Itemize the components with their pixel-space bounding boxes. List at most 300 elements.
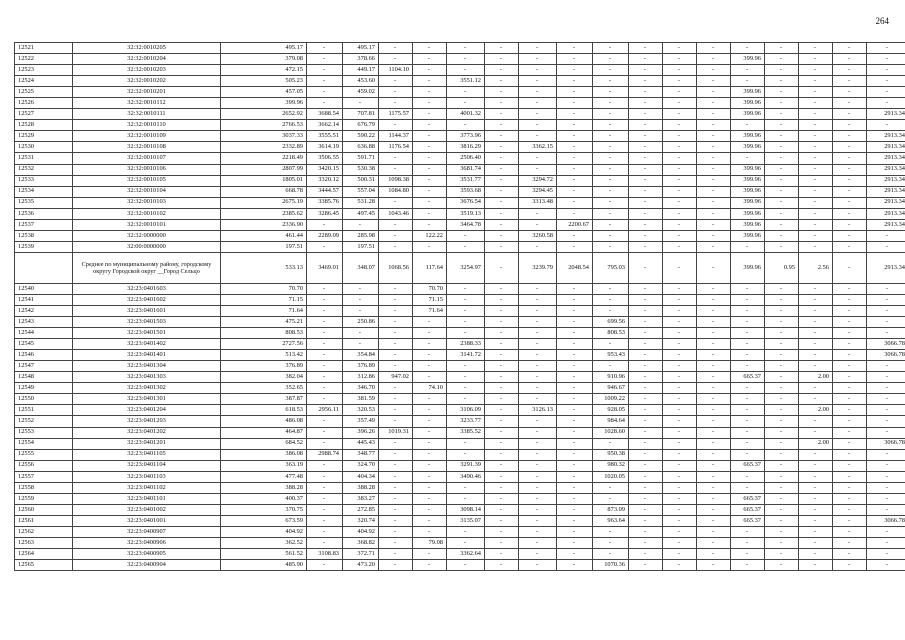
value-cell: 370.75	[221, 504, 307, 515]
value-cell: -	[593, 241, 629, 252]
table-row	[15, 109, 905, 120]
value-cell: -	[697, 493, 731, 504]
value-cell: -	[307, 493, 343, 504]
value-cell: -	[765, 186, 799, 197]
value-cell: -	[663, 416, 697, 427]
value-cell: 399.96	[731, 142, 765, 153]
value-cell: 3066.78	[867, 515, 905, 526]
value-cell: -	[731, 328, 765, 339]
value-cell: -	[307, 350, 343, 361]
value-cell: -	[697, 317, 731, 328]
value-cell: -	[765, 449, 799, 460]
value-cell: 399.96	[731, 175, 765, 186]
value-cell: -	[799, 208, 833, 219]
value-cell: -	[379, 197, 413, 208]
value-cell: -	[379, 305, 413, 316]
value-cell: -	[663, 515, 697, 526]
row-number-cell: 12532	[15, 164, 73, 175]
row-number-cell: 12545	[15, 339, 73, 350]
value-cell: 3676.54	[447, 197, 485, 208]
value-cell: -	[629, 427, 663, 438]
value-cell: -	[731, 549, 765, 560]
value-cell: -	[557, 164, 593, 175]
table-row	[15, 339, 905, 350]
value-cell: -	[765, 339, 799, 350]
value-cell: 3260.58	[519, 230, 557, 241]
value-cell: -	[413, 153, 447, 164]
value-cell: -	[731, 317, 765, 328]
value-cell: -	[697, 394, 731, 405]
value-cell: -	[557, 526, 593, 537]
value-cell: -	[867, 549, 905, 560]
value-cell: 400.37	[221, 493, 307, 504]
value-cell: -	[697, 219, 731, 230]
table-row	[15, 219, 905, 230]
value-cell: -	[765, 305, 799, 316]
row-number-cell: 12562	[15, 526, 73, 537]
table-row	[15, 405, 905, 416]
row-number-cell: 12530	[15, 142, 73, 153]
value-cell: -	[629, 98, 663, 109]
value-cell: -	[557, 328, 593, 339]
value-cell: -	[663, 142, 697, 153]
value-cell: -	[663, 549, 697, 560]
value-cell: -	[799, 383, 833, 394]
value-cell: -	[663, 175, 697, 186]
value-cell: 699.56	[593, 317, 629, 328]
value-cell: 3291.39	[447, 460, 485, 471]
value-cell: 388.28	[221, 482, 307, 493]
row-number-cell: 12549	[15, 383, 73, 394]
value-cell: -	[867, 416, 905, 427]
value-cell: -	[867, 372, 905, 383]
value-cell: -	[867, 504, 905, 515]
value-cell: -	[833, 294, 867, 305]
value-cell: -	[557, 317, 593, 328]
value-cell: -	[731, 120, 765, 131]
value-cell: -	[379, 549, 413, 560]
value-cell: -	[379, 339, 413, 350]
value-cell: 376.89	[221, 361, 307, 372]
value-cell: -	[629, 252, 663, 283]
value-cell: -	[557, 109, 593, 120]
value-cell: 2332.89	[221, 142, 307, 153]
value-cell: -	[413, 76, 447, 87]
value-cell: -	[731, 305, 765, 316]
value-cell: -	[519, 131, 557, 142]
value-cell: -	[447, 372, 485, 383]
value-cell: -	[765, 526, 799, 537]
table-row	[15, 54, 905, 65]
value-cell: -	[765, 120, 799, 131]
value-cell: -	[833, 120, 867, 131]
value-cell: -	[447, 537, 485, 548]
value-cell: -	[799, 515, 833, 526]
table-row	[15, 241, 905, 252]
table-row	[15, 438, 905, 449]
value-cell: -	[697, 504, 731, 515]
value-cell: -	[307, 526, 343, 537]
value-cell: -	[447, 305, 485, 316]
value-cell: -	[799, 361, 833, 372]
value-cell: -	[833, 98, 867, 109]
value-cell: -	[765, 350, 799, 361]
value-cell: -	[557, 230, 593, 241]
value-cell: -	[731, 394, 765, 405]
value-cell: -	[697, 283, 731, 294]
table-row	[15, 504, 905, 515]
value-cell: -	[485, 230, 519, 241]
value-cell: 953.43	[593, 350, 629, 361]
cadastral-number-cell: 32:32:0010106	[73, 164, 221, 175]
value-cell: -	[557, 197, 593, 208]
value-cell: -	[697, 175, 731, 186]
value-cell: 533.13	[221, 252, 307, 283]
value-cell: -	[663, 120, 697, 131]
cadastral-number-cell: 32:23:0400905	[73, 549, 221, 560]
value-cell: 376.89	[343, 361, 379, 372]
value-cell: -	[485, 283, 519, 294]
value-cell: 399.96	[731, 87, 765, 98]
value-cell: 2913.34	[867, 208, 905, 219]
value-cell: 665.37	[731, 504, 765, 515]
row-number-cell: 12557	[15, 471, 73, 482]
value-cell: -	[697, 76, 731, 87]
value-cell: -	[663, 219, 697, 230]
value-cell: 3108.83	[307, 549, 343, 560]
table-row	[15, 131, 905, 142]
value-cell: -	[629, 208, 663, 219]
value-cell: 808.53	[593, 328, 629, 339]
table-row	[15, 153, 905, 164]
value-cell: -	[731, 537, 765, 548]
value-cell: -	[663, 537, 697, 548]
value-cell: -	[557, 449, 593, 460]
value-cell: -	[379, 526, 413, 537]
row-number-cell: 12552	[15, 416, 73, 427]
value-cell: -	[413, 208, 447, 219]
value-cell: 2913.34	[867, 164, 905, 175]
value-cell: -	[663, 241, 697, 252]
value-cell: -	[519, 164, 557, 175]
value-cell: -	[765, 294, 799, 305]
value-cell: -	[833, 515, 867, 526]
value-cell: 980.32	[593, 460, 629, 471]
value-cell: -	[447, 328, 485, 339]
value-cell: 122.22	[413, 230, 447, 241]
value-cell: -	[485, 372, 519, 383]
value-cell: 2218.49	[221, 153, 307, 164]
table-row	[15, 208, 905, 219]
value-cell: -	[833, 305, 867, 316]
value-cell: 3385.52	[447, 427, 485, 438]
value-cell: -	[485, 339, 519, 350]
value-cell: -	[663, 252, 697, 283]
value-cell: 445.43	[343, 438, 379, 449]
value-cell: -	[833, 416, 867, 427]
value-cell: -	[765, 131, 799, 142]
value-cell: -	[485, 438, 519, 449]
value-cell: 399.96	[731, 252, 765, 283]
table-row	[15, 328, 905, 339]
value-cell: -	[307, 471, 343, 482]
value-cell: -	[799, 109, 833, 120]
value-cell: -	[485, 317, 519, 328]
value-cell: -	[593, 305, 629, 316]
value-cell: -	[731, 482, 765, 493]
value-cell: -	[593, 361, 629, 372]
value-cell: -	[413, 416, 447, 427]
value-cell: -	[765, 241, 799, 252]
value-cell: -	[557, 482, 593, 493]
value-cell: -	[663, 186, 697, 197]
value-cell: -	[833, 372, 867, 383]
value-cell: -	[697, 65, 731, 76]
value-cell: -	[485, 120, 519, 131]
value-cell: -	[629, 175, 663, 186]
value-cell: 381.59	[343, 394, 379, 405]
value-cell: 2048.54	[557, 252, 593, 283]
value-cell: -	[629, 526, 663, 537]
row-number-cell: 12547	[15, 361, 73, 372]
value-cell: -	[379, 460, 413, 471]
value-cell: -	[663, 294, 697, 305]
cadastral-number-cell: 32:32:0000000	[73, 230, 221, 241]
value-cell: -	[663, 560, 697, 571]
value-cell: -	[485, 549, 519, 560]
value-cell: -	[557, 120, 593, 131]
value-cell: -	[485, 405, 519, 416]
value-cell: -	[697, 98, 731, 109]
row-number-cell: 12526	[15, 98, 73, 109]
value-cell: -	[697, 515, 731, 526]
value-cell: 352.65	[221, 383, 307, 394]
value-cell: -	[519, 526, 557, 537]
value-cell: 1043.46	[379, 208, 413, 219]
value-cell: -	[799, 394, 833, 405]
value-cell: -	[485, 208, 519, 219]
value-cell: 3066.78	[867, 438, 905, 449]
value-cell: 665.37	[731, 493, 765, 504]
cadastral-number-cell: 32:23:0401401	[73, 350, 221, 361]
cadastral-number-cell: 32:23:0401101	[73, 493, 221, 504]
value-cell: 3233.77	[447, 416, 485, 427]
value-cell: -	[379, 405, 413, 416]
row-number-cell: 12525	[15, 87, 73, 98]
value-cell: -	[629, 317, 663, 328]
value-cell: -	[557, 416, 593, 427]
value-cell: 1104.10	[379, 65, 413, 76]
row-number-cell: 12559	[15, 493, 73, 504]
value-cell: -	[731, 449, 765, 460]
value-cell: -	[765, 515, 799, 526]
value-cell: -	[833, 471, 867, 482]
value-cell: -	[799, 54, 833, 65]
value-cell: -	[663, 109, 697, 120]
value-cell: -	[557, 241, 593, 252]
row-number-cell: 12527	[15, 109, 73, 120]
value-cell: -	[485, 460, 519, 471]
cadastral-number-cell: 32:23:0401603	[73, 283, 221, 294]
value-cell: -	[765, 87, 799, 98]
value-cell: -	[413, 131, 447, 142]
value-cell: -	[307, 372, 343, 383]
value-cell: 2388.33	[447, 339, 485, 350]
value-cell: -	[593, 230, 629, 241]
value-cell: -	[799, 186, 833, 197]
value-cell: 636.88	[343, 142, 379, 153]
value-cell: 3555.51	[307, 131, 343, 142]
value-cell: -	[343, 328, 379, 339]
value-cell: 590.22	[343, 131, 379, 142]
value-cell: -	[485, 328, 519, 339]
value-cell: -	[833, 283, 867, 294]
value-cell: -	[799, 493, 833, 504]
value-cell: 557.04	[343, 186, 379, 197]
value-cell: -	[379, 98, 413, 109]
value-cell: -	[833, 361, 867, 372]
value-cell: -	[379, 416, 413, 427]
value-cell: -	[731, 350, 765, 361]
value-cell: -	[413, 493, 447, 504]
row-number-cell: 12548	[15, 372, 73, 383]
value-cell: -	[413, 142, 447, 153]
row-number-cell: 12551	[15, 405, 73, 416]
value-cell: -	[557, 515, 593, 526]
value-cell: 673.59	[221, 515, 307, 526]
value-cell: 2385.62	[221, 208, 307, 219]
value-cell: 362.52	[221, 537, 307, 548]
table-row	[15, 471, 905, 482]
value-cell: 3135.07	[447, 515, 485, 526]
row-number-cell: 12544	[15, 328, 73, 339]
value-cell: -	[307, 328, 343, 339]
value-cell: 1070.36	[593, 560, 629, 571]
value-cell: -	[629, 328, 663, 339]
value-cell: -	[557, 294, 593, 305]
value-cell: -	[485, 76, 519, 87]
value-cell: 2807.99	[221, 164, 307, 175]
cadastral-number-cell: 32:23:0401503	[73, 317, 221, 328]
row-number-cell: 12523	[15, 65, 73, 76]
value-cell: 497.45	[343, 208, 379, 219]
table-row	[15, 76, 905, 87]
value-cell: 707.81	[343, 109, 379, 120]
value-cell: -	[799, 87, 833, 98]
cadastral-number-cell: 32:23:0401202	[73, 427, 221, 438]
value-cell: 197.51	[343, 241, 379, 252]
value-cell: -	[593, 283, 629, 294]
value-cell: -	[731, 241, 765, 252]
value-cell: -	[833, 317, 867, 328]
value-cell: -	[833, 186, 867, 197]
value-cell: -	[731, 471, 765, 482]
cadastral-number-cell: 32:23:0401303	[73, 372, 221, 383]
value-cell: 495.17	[343, 43, 379, 54]
value-cell: -	[519, 339, 557, 350]
value-cell: -	[593, 537, 629, 548]
value-cell: -	[765, 416, 799, 427]
value-cell: -	[629, 493, 663, 504]
cadastral-number-cell: 32:32:0010105	[73, 175, 221, 186]
value-cell: -	[485, 219, 519, 230]
value-cell: -	[629, 504, 663, 515]
value-cell: -	[413, 438, 447, 449]
value-cell: -	[663, 164, 697, 175]
value-cell: 2.00	[799, 405, 833, 416]
value-cell: 910.96	[593, 372, 629, 383]
value-cell: -	[557, 87, 593, 98]
value-cell: -	[307, 482, 343, 493]
value-cell: 404.92	[221, 526, 307, 537]
value-cell: -	[557, 54, 593, 65]
value-cell: -	[867, 65, 905, 76]
value-cell: -	[519, 361, 557, 372]
cadastral-number-cell: 32:23:0401201	[73, 438, 221, 449]
value-cell: -	[447, 65, 485, 76]
value-cell: -	[799, 305, 833, 316]
value-cell: 387.87	[221, 394, 307, 405]
value-cell: 495.17	[221, 43, 307, 54]
row-number-cell: 12535	[15, 197, 73, 208]
value-cell: -	[799, 504, 833, 515]
value-cell: -	[765, 317, 799, 328]
value-cell: -	[833, 438, 867, 449]
value-cell: -	[663, 339, 697, 350]
row-number-cell: 12539	[15, 241, 73, 252]
value-cell: -	[557, 560, 593, 571]
value-cell: -	[799, 416, 833, 427]
cadastral-number-cell: 32:23:0400906	[73, 537, 221, 548]
value-cell: 2913.34	[867, 197, 905, 208]
value-cell: -	[867, 482, 905, 493]
value-cell: -	[799, 460, 833, 471]
value-cell: -	[485, 526, 519, 537]
value-cell: -	[697, 54, 731, 65]
value-cell: -	[663, 493, 697, 504]
value-cell: 684.52	[221, 438, 307, 449]
value-cell: 473.20	[343, 560, 379, 571]
cadastral-number-cell: 32:23:0401203	[73, 416, 221, 427]
value-cell: -	[557, 339, 593, 350]
value-cell: -	[629, 482, 663, 493]
value-cell: -	[379, 560, 413, 571]
value-cell: -	[485, 142, 519, 153]
value-cell: -	[629, 405, 663, 416]
value-cell: -	[519, 394, 557, 405]
value-cell: 2913.34	[867, 153, 905, 164]
value-cell: -	[629, 164, 663, 175]
value-cell: -	[629, 153, 663, 164]
value-cell: -	[557, 350, 593, 361]
table-row	[15, 493, 905, 504]
value-cell: -	[765, 460, 799, 471]
value-cell: -	[629, 383, 663, 394]
value-cell: -	[485, 383, 519, 394]
value-cell: -	[557, 405, 593, 416]
cadastral-number-cell: 32:32:0010203	[73, 65, 221, 76]
value-cell: -	[343, 283, 379, 294]
value-cell: -	[343, 98, 379, 109]
value-cell: -	[519, 98, 557, 109]
value-cell: -	[867, 427, 905, 438]
value-cell: -	[663, 504, 697, 515]
cadastral-number-cell: 32:23:0400904	[73, 560, 221, 571]
row-number-cell: 12560	[15, 504, 73, 515]
value-cell: -	[519, 504, 557, 515]
value-cell: 386.08	[221, 449, 307, 460]
value-cell: -	[765, 537, 799, 548]
